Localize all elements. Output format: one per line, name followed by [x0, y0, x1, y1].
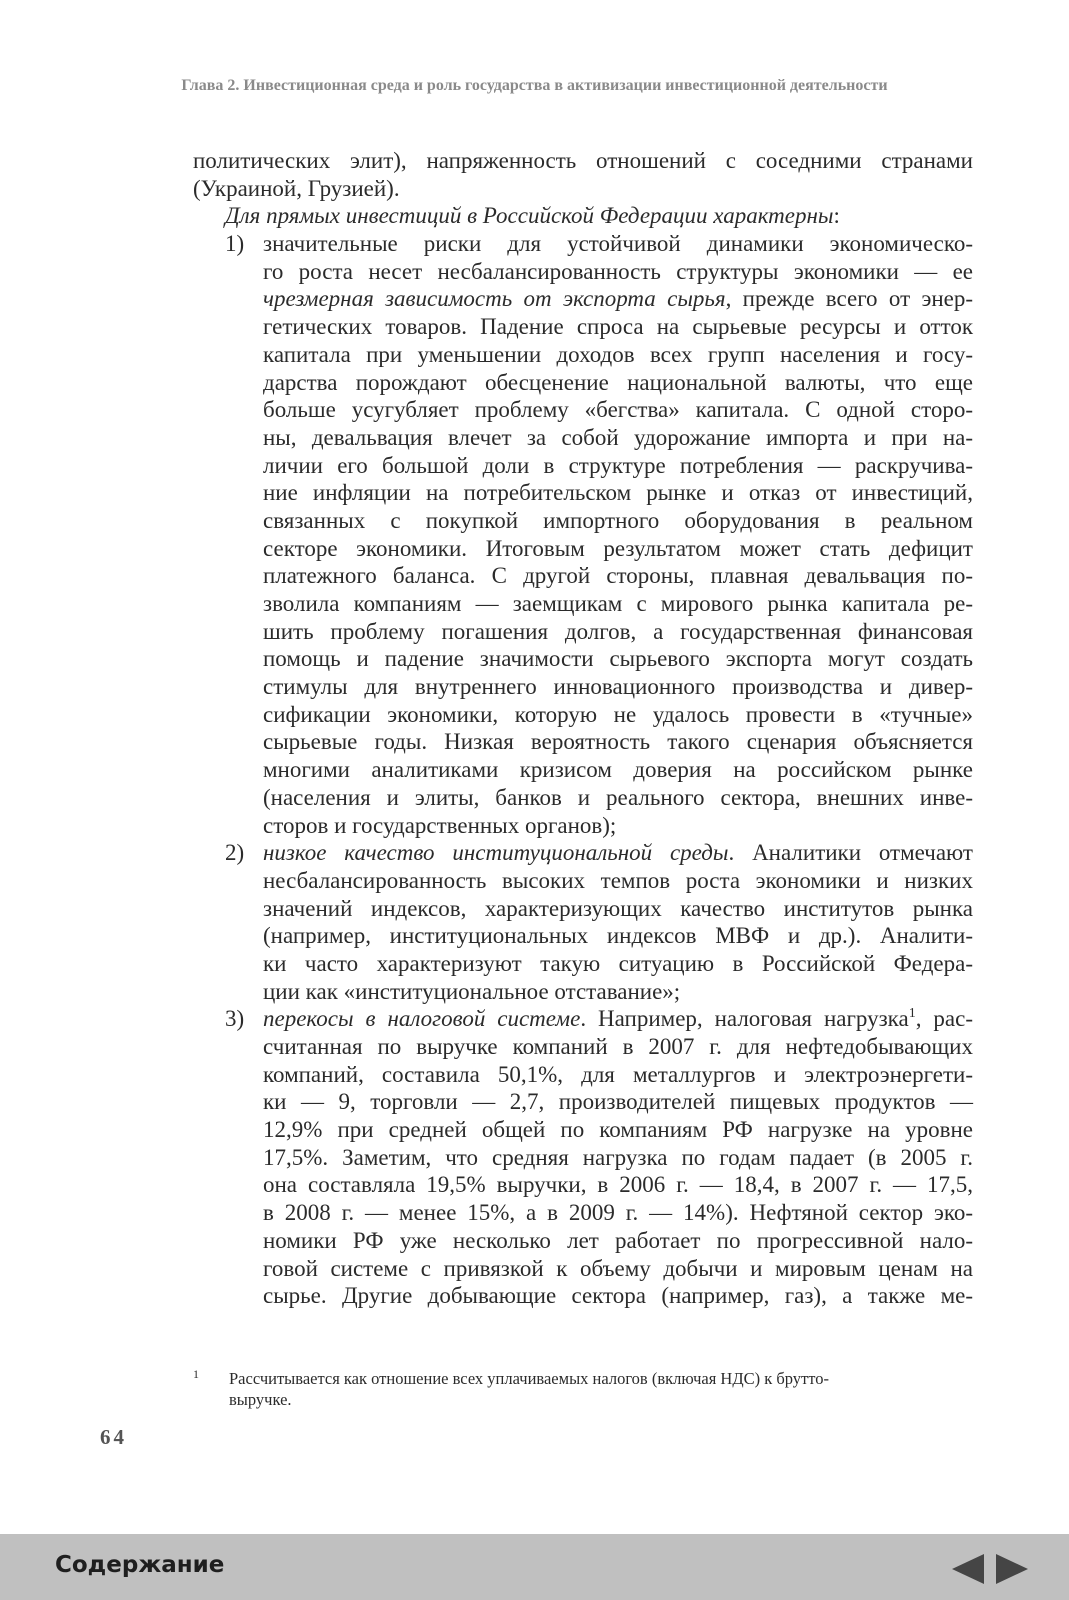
footnote-line: выручке. [229, 1390, 292, 1409]
list-item-number: 1) [225, 231, 245, 257]
text-run: , рас- [915, 1006, 974, 1032]
text-line: ны, девальвация влечет за собой удорожание импорта и при на- [263, 424, 973, 450]
page-number: 64 [100, 1425, 127, 1449]
text-line: зволила компаниям — заемщикам с мирового рынка капитала ре- [263, 591, 973, 616]
running-header: Глава 2. Инвестиционная среда и роль государства в активизации инвестиционной деятельности [181, 77, 888, 94]
triangle-left-icon[interactable] [952, 1554, 984, 1584]
footnote-line: Рассчитывается как отношение всех уплачиваемых налогов (включая НДС) к брутто- [229, 1369, 829, 1388]
text-line: го роста несет несбалансированность структуры экономики — ее [263, 258, 973, 284]
list-item-3 [193, 1005, 973, 1310]
body-text [193, 147, 973, 1310]
text-line: 12,9% при средней общей по компаниям РФ нагрузке на уровне [263, 1117, 973, 1143]
text-line: сификации экономики, которую не удалось провести в «тучные» [263, 701, 973, 727]
text-line: многими аналитиками кризисом доверия на российском рынке [263, 757, 973, 783]
list-item-number: 3) [225, 1006, 245, 1032]
text-line: (населения и элиты, банков и реального сектора, внешних инве- [263, 784, 973, 810]
list-item-2 [193, 839, 973, 1005]
text-line: в 2008 г. — менее 15%, а в 2009 г. — 14%). Нефтяной сектор эко- [263, 1200, 973, 1226]
emphasis-text: чрезмерная зависимость от экспорта сырья [263, 286, 726, 312]
text-line: капитала при уменьшении доходов всех групп населения и госу- [263, 341, 973, 367]
text-line: сырье. Другие добывающие сектора (например, газ), а также ме- [263, 1283, 973, 1309]
text-line: ции как «институциональное отставание»; [263, 978, 681, 1004]
text-line [193, 1005, 973, 1033]
emphasis-text: низкое качество институциональной среды [263, 840, 729, 866]
text-line: говой системе с привязкой к объему добычи и мировым ценам на [263, 1255, 973, 1281]
text-line: (Украиной, Грузией). [193, 175, 400, 201]
text-line: компаний, составила 50,1%, для металлургов и электроэнергети- [263, 1061, 973, 1087]
text-line: несбалансированность высоких темпов роста экономики и низких [263, 867, 973, 893]
text-line: сторов и государственных органов); [263, 812, 617, 838]
text-line: ние инфляции на потребительском рынке и отказ от инвестиций, [263, 480, 973, 506]
list-item-1 [193, 230, 973, 839]
text-line: 17,5%. Заметим, что средняя нагрузка по годам падает (в 2005 г. [263, 1144, 973, 1170]
text-line: шить проблему погашения долгов, а государственная финансовая [263, 618, 973, 644]
footnote-reference[interactable]: 1 [908, 1006, 916, 1022]
text-line: считанная по выручке компаний в 2007 г. для нефтедобывающих [263, 1034, 973, 1059]
text-run: , прежде всего от энер- [725, 286, 973, 312]
text-line: ки — 9, торговли — 2,7, производителей пищевых продуктов — [263, 1089, 973, 1115]
triangle-right-icon[interactable] [996, 1554, 1028, 1584]
text-line: она составляла 19,5% выручки, в 2006 г. — 18,4, в 2007 г. — 17,5, [263, 1172, 973, 1198]
text-line [193, 839, 973, 867]
text-line: значений индексов, характеризующих качество институтов рынка [263, 895, 973, 921]
text-line: значительные риски для устойчивой динамики экономическо- [263, 231, 973, 257]
text-line: стимулы для внутреннего инновационного производства и дивер- [263, 674, 973, 700]
text-line: сырьевые годы. Низкая вероятность такого сценария объясняется [263, 729, 973, 755]
text-line: ки часто характеризуют такую ситуацию в Российской Федера- [263, 950, 973, 976]
text-line: личии его большой доли в структуре потребления — раскручива- [263, 452, 973, 478]
footnote [193, 1368, 973, 1410]
text-line: платежного баланса. С другой стороны, плавная девальвация по- [263, 563, 973, 589]
text-line [193, 285, 973, 313]
lead-in-colon: : [833, 203, 840, 229]
text-line: секторе экономики. Итоговым результатом может стать дефицит [263, 535, 973, 561]
text-line: политических элит), напряженность отношений с соседними странами [193, 148, 973, 173]
text-line: связанных с покупкой импортного оборудования в реальном [263, 507, 973, 533]
list-item-number: 2) [225, 840, 245, 866]
contents-button[interactable]: Содержание [55, 1552, 225, 1578]
text-line: номики РФ уже несколько лет работает по прогрессивной нало- [263, 1227, 973, 1253]
text-run: . Аналитики отмечают [728, 840, 973, 866]
text-run: . Например, налоговая нагрузка [580, 1006, 909, 1032]
lead-in-text: Для прямых инвестиций в Российской Федерации характерны [225, 203, 834, 229]
text-line: дарства порождают обесценение национальной валюты, что еще [263, 369, 973, 395]
text-line: помощь и падение значимости сырьевого экспорта могут создать [263, 646, 973, 672]
footer-nav-bar [0, 1534, 1069, 1600]
text-line: гетических товаров. Падение спроса на сырьевые ресурсы и отток [263, 314, 973, 340]
text-line: (например, институциональных индексов МВФ и др.). Аналити- [263, 923, 973, 949]
footnote-mark: 1 [193, 1367, 199, 1381]
emphasis-text: перекосы в налоговой системе [263, 1006, 581, 1032]
lead-in-line [193, 202, 973, 230]
text-line: больше усугубляет проблему «бегства» капитала. С одной сторо- [263, 397, 973, 423]
